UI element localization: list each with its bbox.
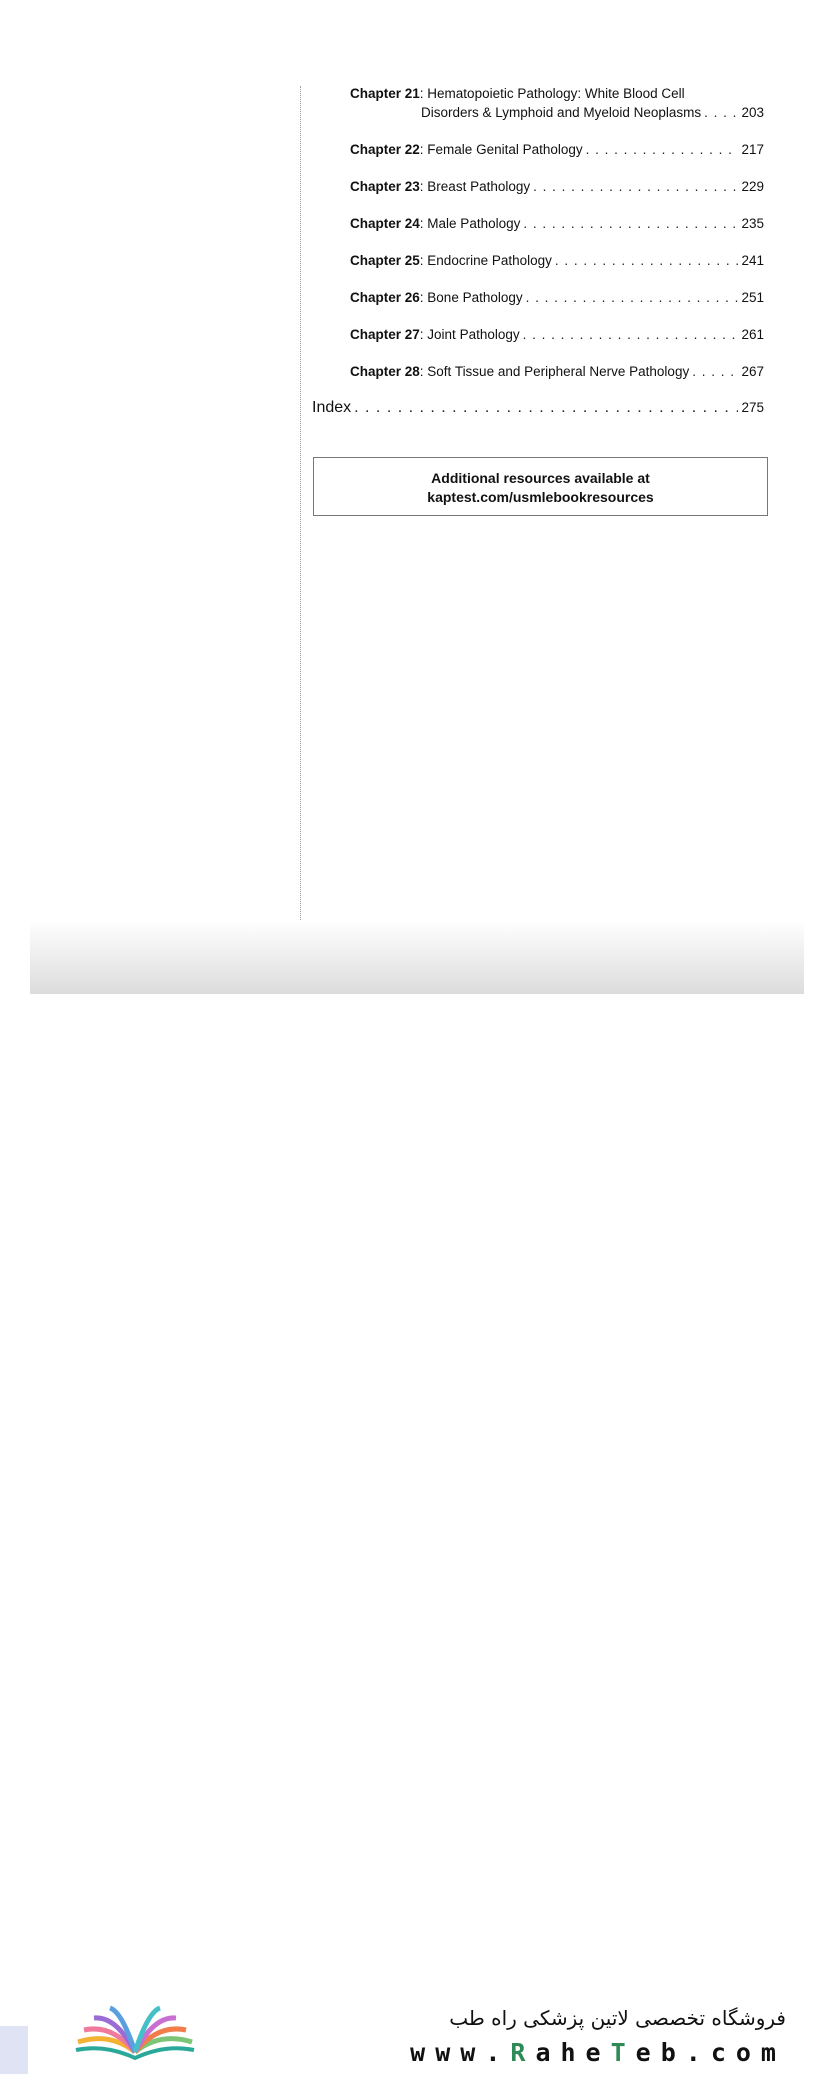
chapter-label: Chapter 27 [350,327,420,342]
chapter-title: Bone Pathology [427,290,523,305]
book-logo-icon [70,2002,200,2064]
chapter-label: Chapter 22 [350,142,420,157]
leader-dots [523,214,738,233]
chapter-label: Chapter 28 [350,364,420,379]
page-number: 267 [741,364,764,379]
resources-line-1: Additional resources available at [431,470,650,486]
chapter-title: Joint Pathology [427,327,520,342]
chapter-label: Chapter 26 [350,290,420,305]
toc-entry-chapter-22[interactable]: Chapter 22 : Female Genital Pathology . . . 217 [350,140,764,159]
chapter-label: Chapter 24 [350,216,420,231]
toc-entry-chapter-25[interactable]: Chapter 25 : Endocrine Pathology . . . 241 [350,251,764,270]
leader-dots [704,103,738,122]
leader-dots [533,177,738,196]
leader-dots [523,325,739,344]
page-number: 275 [741,400,764,415]
page-number: 229 [741,179,764,194]
leader-dots [526,288,739,307]
chapter-title: Breast Pathology [427,179,531,194]
page-number: 203 [741,105,764,120]
resources-url[interactable]: kaptest.com/usmlebookresources [427,489,654,505]
toc-entry-chapter-27[interactable]: Chapter 27 : Joint Pathology . . . 261 [350,325,764,344]
leader-dots [586,140,739,159]
page-number: 241 [741,253,764,268]
toc-entry-chapter-21[interactable]: Chapter 21 : Hematopoietic Pathology: White Blood Cell Disorders & Lymphoid and Myeloid Neoplasms . . . 203 [350,84,764,122]
resources-box [313,457,768,516]
leader-dots [354,398,738,418]
leader-dots [692,362,738,381]
chapter-title-continued: Disorders & Lymphoid and Myeloid Neoplasms [421,105,702,120]
toc-entry-chapter-24[interactable]: Chapter 24 : Male Pathology . . . 235 [350,214,764,233]
page-number: 251 [741,290,764,305]
page-number: 261 [741,327,764,342]
page-number: 235 [741,216,764,231]
chapter-label: Chapter 25 [350,253,420,268]
url-part: .com [685,2038,786,2067]
chapter-label: Chapter 21 [350,86,420,101]
url-part: www. [410,2038,511,2067]
side-tab [0,2026,28,2074]
watermark-footer [0,994,834,2067]
store-name-persian: فروشگاه تخصصی لاتین پزشکی راه طب [449,2006,786,2030]
toc-entry-chapter-28[interactable]: Chapter 28 : Soft Tissue and Peripheral Nerve Pathology . . . 267 [350,362,764,381]
url-accent-letter: R [510,2038,536,2067]
page-number: 217 [741,142,764,157]
chapter-title: Hematopoietic Pathology: White Blood Cell [427,86,685,101]
column-divider [300,86,301,996]
chapter-title: Endocrine Pathology [427,253,552,268]
chapter-label: Chapter 23 [350,179,420,194]
leader-dots [555,251,739,270]
url-part: ahe [535,2038,611,2067]
index-label: Index [312,399,352,416]
url-accent-letter: T [610,2038,636,2067]
toc-entry-chapter-26[interactable]: Chapter 26 : Bone Pathology . . . 251 [350,288,764,307]
chapter-title: Female Genital Pathology [427,142,583,157]
website-url[interactable] [410,2038,786,2067]
page-bottom-shadow [30,920,804,994]
toc-entry-index[interactable] [312,398,764,418]
url-part: eb [635,2038,686,2067]
toc-entry-chapter-23[interactable]: Chapter 23 : Breast Pathology . . . 229 [350,177,764,196]
chapter-title: Soft Tissue and Peripheral Nerve Pathology [427,364,690,379]
chapter-title: Male Pathology [427,216,521,231]
